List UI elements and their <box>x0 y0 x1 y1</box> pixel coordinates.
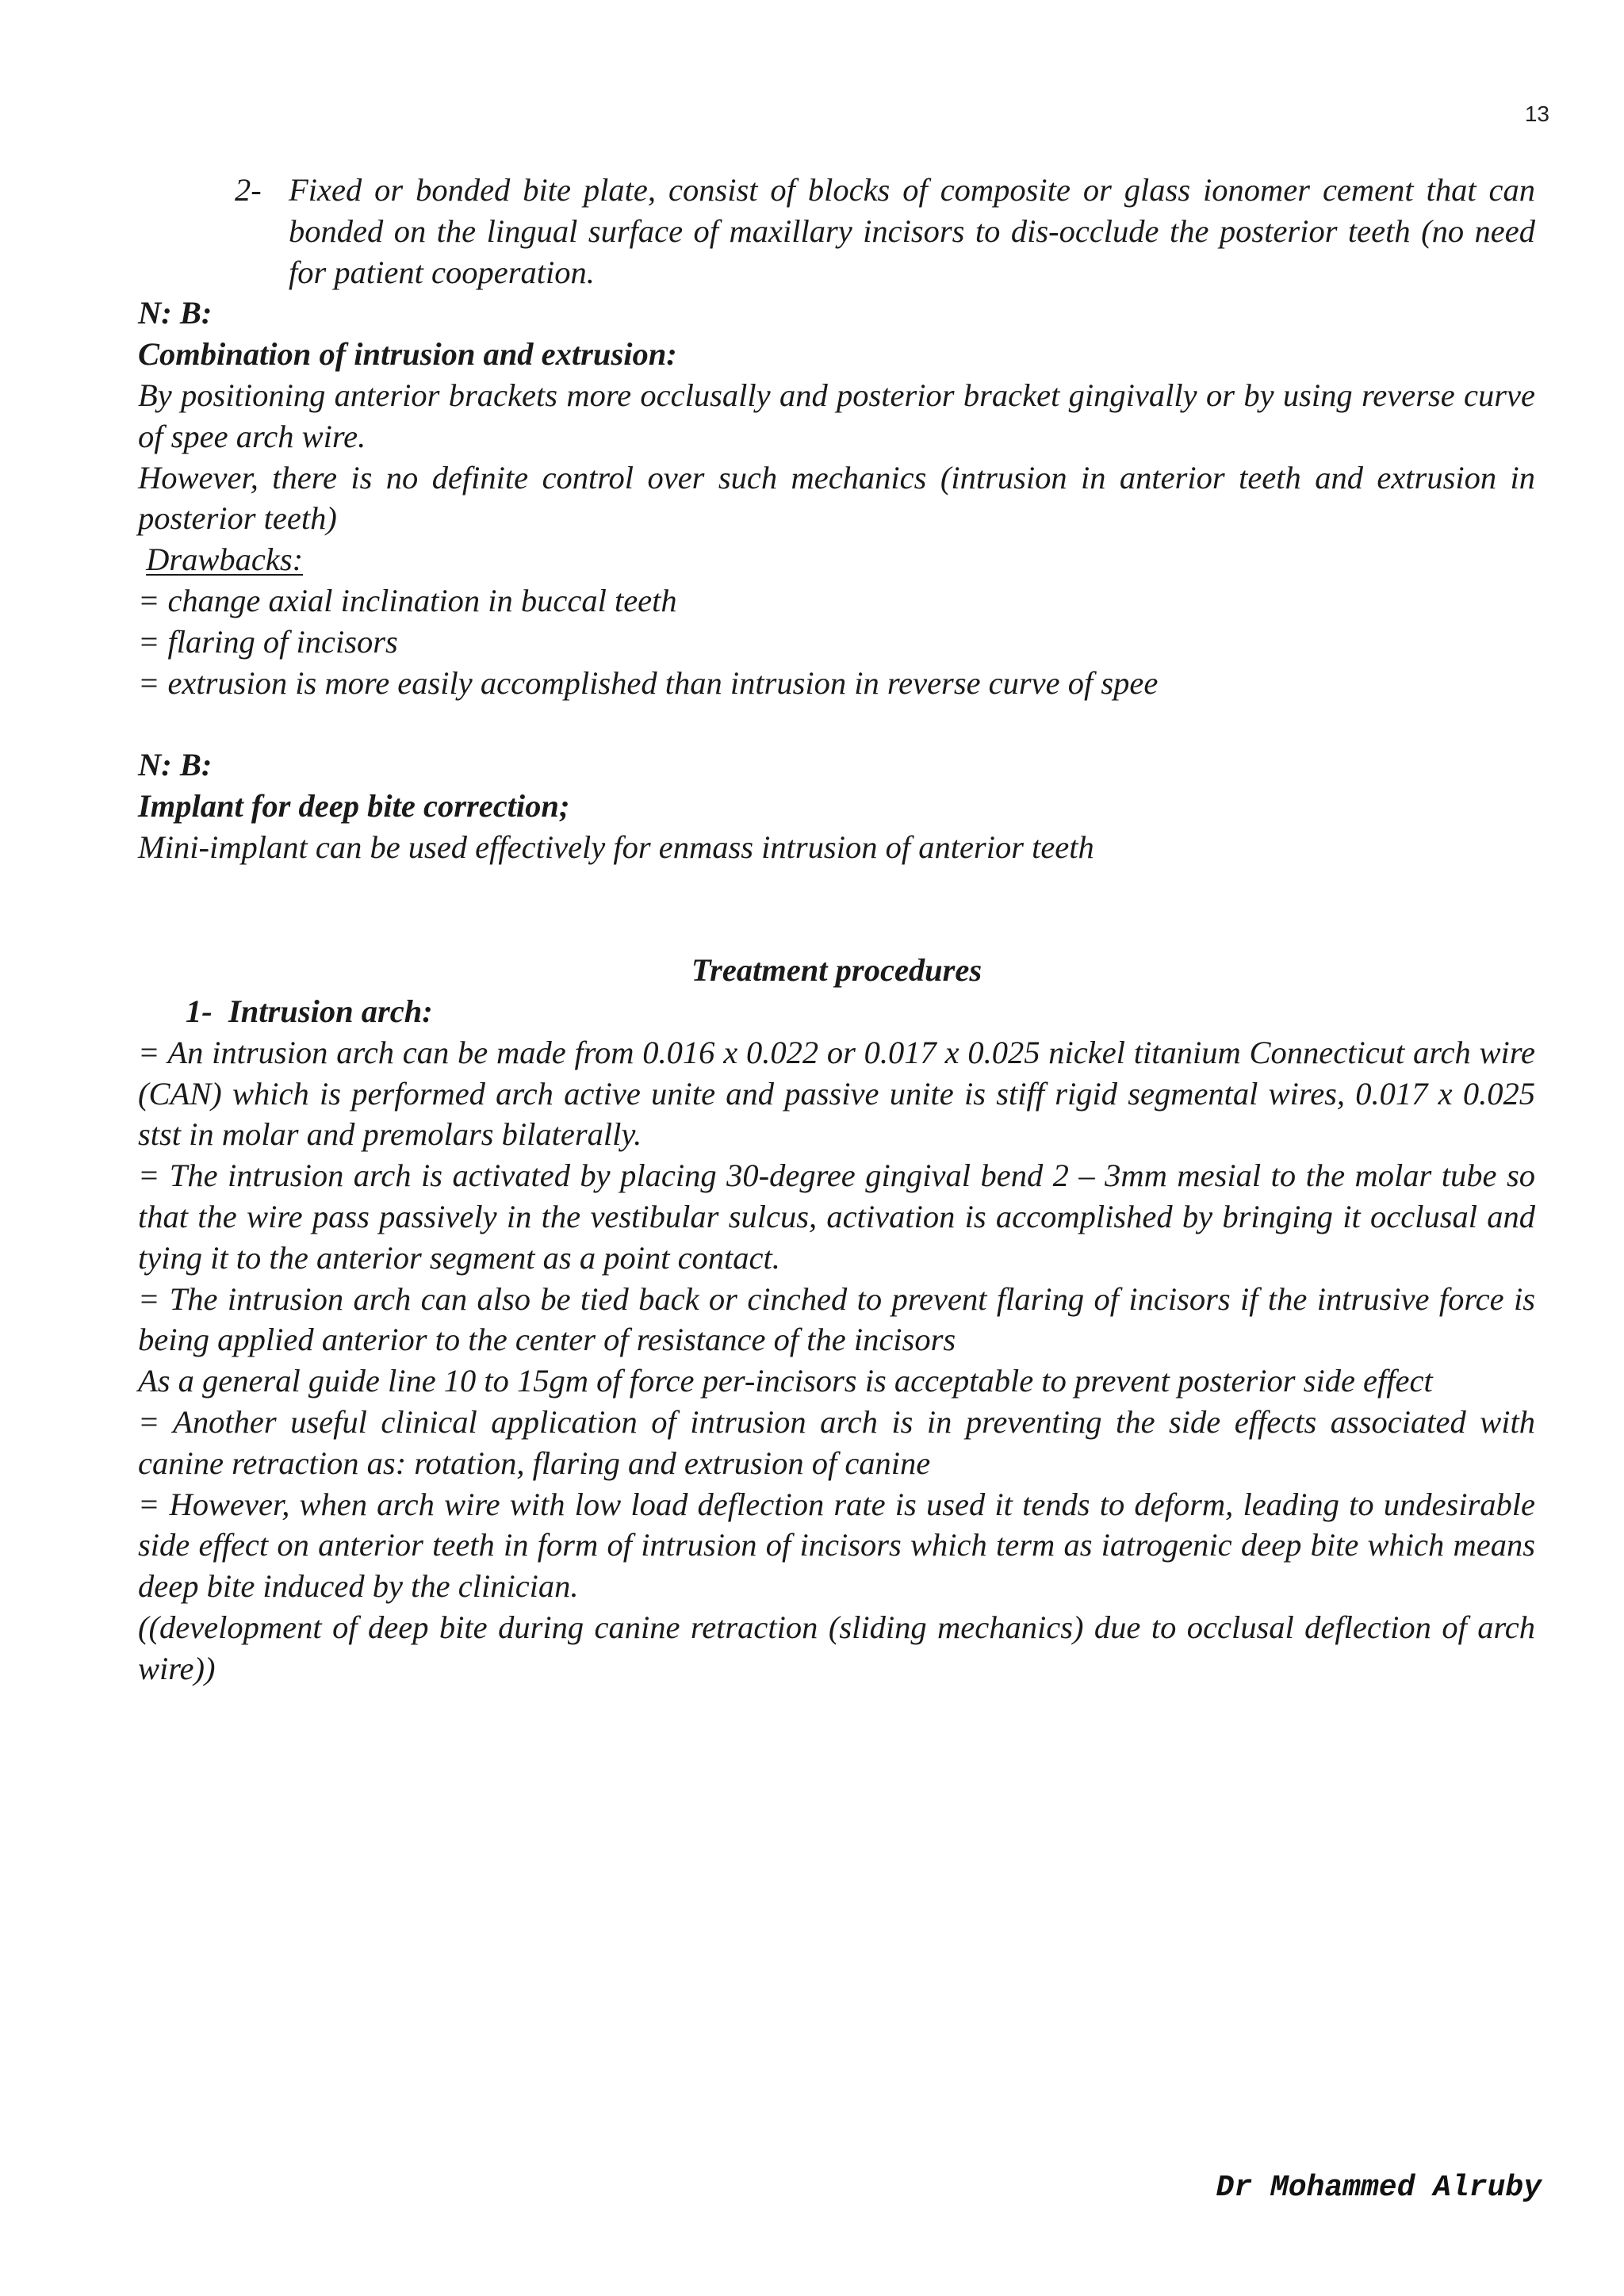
drawback-item: = change axial inclination in buccal teeth <box>138 582 677 618</box>
drawbacks-heading <box>138 539 1535 580</box>
list-item-number: 2- <box>235 172 262 208</box>
section-heading-combination: Combination of intrusion and extrusion: <box>138 336 677 373</box>
paragraph: = However, when arch wire with low load deflection rate is used it tends to deform, leading to undesirable side effect on anterior teeth in form of intrusion of incisors which term as iatrogenic deep bite which means deep bite induced by the clinician. <box>138 1486 1535 1605</box>
paragraph: Mini-implant can be used effectively for enmass intrusion of anterior teeth <box>138 828 1094 865</box>
subsection-number: 1- <box>186 993 213 1029</box>
list-item-text: Fixed or bonded bite plate, consist of blocks of composite or glass ionomer cement that can bonded on the lingual surface of maxillary incisors to dis-occlude the posterior teeth (no need for patient cooperation. <box>289 172 1535 290</box>
section-title-treatment: Treatment procedures <box>691 952 982 989</box>
drawback-item: = flaring of incisors <box>138 623 398 660</box>
author-footer: Dr Mohammed Alruby <box>1216 2171 1542 2205</box>
paragraph: However, there is no definite control over such mechanics (intrusion in anterior teeth and extrusion in posterior teeth) <box>138 459 1535 537</box>
paragraph: = The intrusion arch is activated by placing 30-degree gingival bend 2 – 3mm mesial to the molar tube so that the wire pass passively in the vestibular sulcus, activation is accomplished by bringing it occlusal and tying it to the anterior segment as a point contact. <box>138 1158 1535 1276</box>
page-number: 13 <box>1524 101 1549 126</box>
paragraph: = An intrusion arch can be made from 0.016 x 0.022 or 0.017 x 0.025 nickel titanium Connecticut arch wire (CAN) which is performed arch active unite and passive unite is stiff rigid segmental wires, 0.017 x 0.025 stst in molar and premolars bilaterally. <box>138 1034 1535 1153</box>
subsection-title: Intrusion arch: <box>228 993 433 1029</box>
page-content <box>138 170 1535 1689</box>
subsection-heading-intrusion-arch <box>138 991 1535 1032</box>
section-heading-implant: Implant for deep bite correction; <box>138 787 570 824</box>
paragraph: As a general guide line 10 to 15gm of force per-incisors is acceptable to prevent posterior side effect <box>138 1363 1433 1399</box>
note-label: N: B: <box>138 747 213 783</box>
drawback-item: = extrusion is more easily accomplished than intrusion in reverse curve of spee <box>138 664 1159 701</box>
spacer <box>138 868 1535 951</box>
spacer <box>138 703 1535 744</box>
paragraph: ((development of deep bite during canine retraction (sliding mechanics) due to occlusal deflection of arch wire)) <box>138 1609 1535 1686</box>
paragraph: By positioning anterior brackets more occlusally and posterior bracket gingivally or by using reverse curve of spee arch wire. <box>138 377 1535 454</box>
paragraph: = Another useful clinical application of intrusion arch is in preventing the side effects associated with canine retraction as: rotation, flaring and extrusion of canine <box>138 1403 1535 1481</box>
list-item-2 <box>138 170 1535 293</box>
note-label: N: B: <box>138 295 213 331</box>
paragraph: = The intrusion arch can also be tied back or cinched to prevent flaring of incisors if the intrusive force is being applied anterior to the center of resistance of the incisors <box>138 1280 1535 1358</box>
drawbacks-label: Drawbacks: <box>146 541 304 578</box>
